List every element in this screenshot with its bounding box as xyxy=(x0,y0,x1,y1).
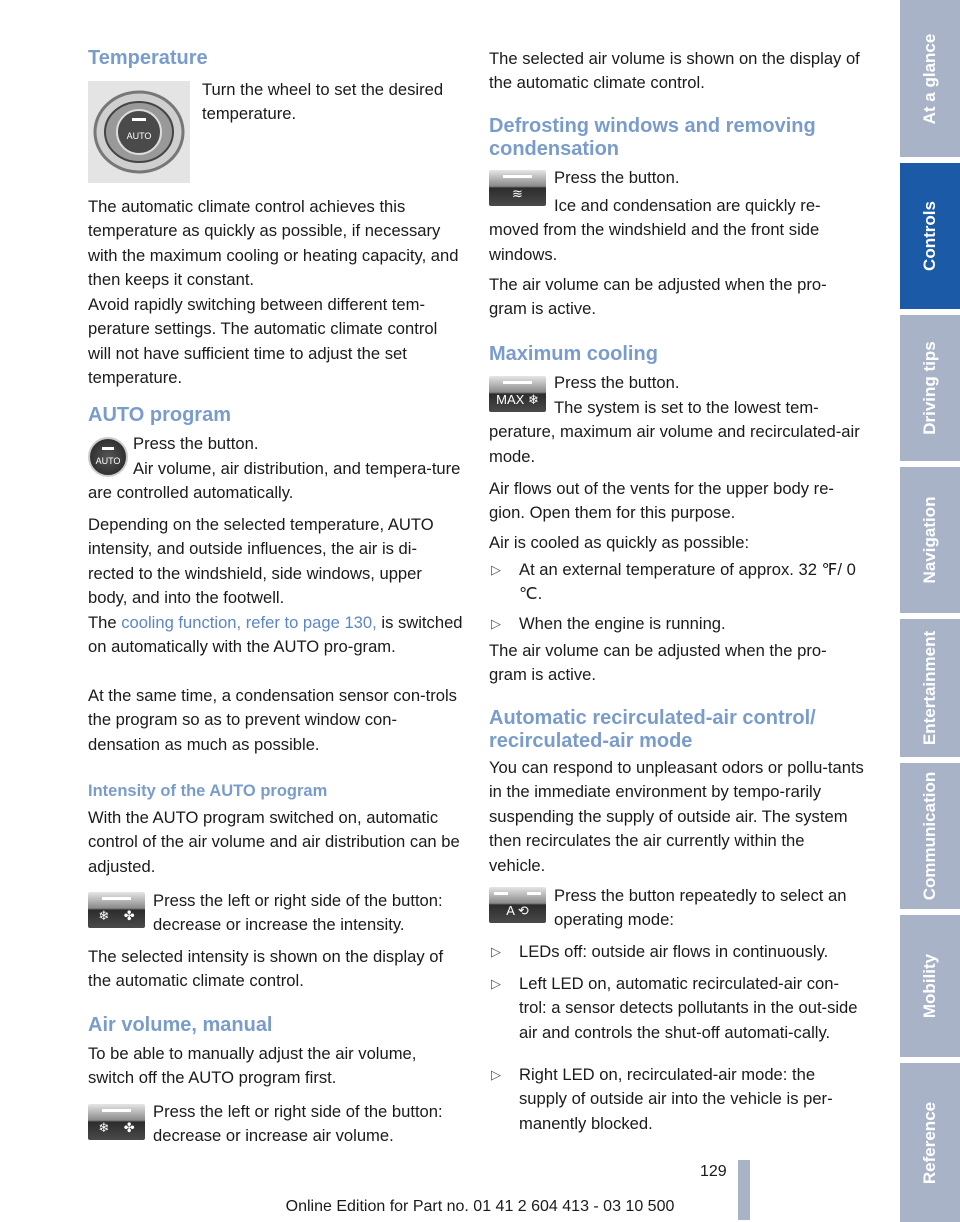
max-text-5: The air volume can be adjusted when the pro-gram is active. xyxy=(489,641,827,685)
tab-navigation[interactable] xyxy=(900,467,960,613)
tab-label: At a glance xyxy=(920,33,939,124)
temp-text-3: Avoid rapidly switching between different tem-perature settings. The automatic climate control will not have sufficient time to adjust the set temperature. xyxy=(88,295,438,388)
air-volume-text-2: Press the left or right side of the button: decrease or increase air volume. xyxy=(153,1102,443,1146)
defrost-text-3: The air volume can be adjusted when the pro-gram is active. xyxy=(489,275,827,319)
defrost-text-2: Ice and condensation are quickly re-moved from the windshield and the front side windows. xyxy=(489,196,821,264)
tab-mobility[interactable] xyxy=(900,915,960,1057)
auto-text-4-post: is switched on automatically with the AUTO pro-gram. xyxy=(88,613,463,657)
defrost-button-icon: ≋ xyxy=(489,170,546,206)
intensity-text-3: The selected intensity is shown on the display of the automatic climate control. xyxy=(88,947,444,991)
tab-label: Controls xyxy=(920,201,939,271)
auto-text-2: Air volume, air distribution, and tempera-ture are controlled automatically. xyxy=(88,459,461,503)
tab-label: Reference xyxy=(920,1101,939,1184)
cooling-function-link[interactable]: cooling function, refer to page 130, xyxy=(121,613,377,632)
heading-intensity: Intensity of the AUTO program xyxy=(88,782,328,800)
max-text-3: Air flows out of the vents for the upper body re-gion. Open them for this purpose. xyxy=(489,479,834,523)
max-text-2: The system is set to the lowest tem-perature, maximum air volume and recirculated-air mode. xyxy=(489,398,860,466)
heading-temperature: Temperature xyxy=(88,47,208,69)
tab-controls[interactable] xyxy=(900,163,960,309)
heading-recirculation: Automatic recirculated-air control/ recirculated-air mode xyxy=(489,707,816,752)
auto-text-4 xyxy=(88,611,463,660)
bullet-rec-2-text: Left LED on, automatic recirculated-air con-trol: a sensor detects pollutants in the out-side air and controls the shut-off automati-cally. xyxy=(519,974,858,1042)
bullet-rec-1-text: LEDs off: outside air flows in continuously. xyxy=(519,942,829,961)
intensity-button-icon: ❄ ✤ xyxy=(88,892,145,928)
tab-driving-tips[interactable] xyxy=(900,315,960,461)
tab-communication[interactable] xyxy=(900,763,960,909)
bullet-triangle-icon: ▷ xyxy=(491,616,501,631)
page-number: 129 xyxy=(700,1163,727,1180)
heading-max-cooling: Maximum cooling xyxy=(489,343,658,365)
bullet-max-1 xyxy=(489,558,864,608)
temperature-wheel-icon xyxy=(88,81,190,183)
max-text-1: Press the button. xyxy=(554,373,680,392)
intensity-text-2: Press the left or right side of the button: decrease or increase the intensity. xyxy=(153,891,443,935)
heading-auto-program: AUTO program xyxy=(88,404,231,426)
bullet-triangle-icon: ▷ xyxy=(491,1067,501,1082)
tab-label: Driving tips xyxy=(920,341,939,435)
recirc-text-1: You can respond to unpleasant odors or pollu-tants in the immediate environment by tempo-rarily suspending the supply of outside air. The system then recirculates the air currently within the vehicle. xyxy=(489,758,864,875)
air-volume-button-icon: ❄ ✤ xyxy=(88,1104,145,1140)
footer-text: Online Edition for Part no. 01 41 2 604 413 - 03 10 500 xyxy=(285,1198,675,1215)
heading-defrost: Defrosting windows and removing condensation xyxy=(489,115,816,160)
air-volume-text-1: To be able to manually adjust the air volume, switch off the AUTO program first. xyxy=(88,1044,417,1088)
right-text-1: The selected air volume is shown on the display of the automatic climate control. xyxy=(489,49,860,93)
defrost-text-1: Press the button. xyxy=(554,168,680,187)
max-button-label: MAX ❄ xyxy=(496,392,539,407)
svg-text:AUTO: AUTO xyxy=(126,131,152,141)
intensity-text-1: With the AUTO program switched on, automatic control of the air volume and air distribution can be adjusted. xyxy=(88,808,460,876)
max-text-4: Air is cooled as quickly as possible: xyxy=(489,533,750,552)
temp-text-2: The automatic climate control achieves this temperature as quickly as possible, if necessary with the maximum cooling or heating capacity, and then keeps it constant. xyxy=(88,197,459,290)
tab-label: Navigation xyxy=(920,496,939,584)
tab-label: Communication xyxy=(920,771,939,901)
tab-label: Entertainment xyxy=(920,630,939,746)
tab-at-a-glance[interactable] xyxy=(900,0,960,157)
auto-text-1: Press the button. xyxy=(133,434,259,453)
auto-text-3: Depending on the selected temperature, AUTO intensity, and outside influences, the air is di-rected to the windshield, side windows, upper body, and into the footwell. xyxy=(88,515,434,608)
recirc-button-icon: A ⟲ xyxy=(489,887,546,923)
bullet-triangle-icon: ▷ xyxy=(491,562,501,577)
heading-air-volume: Air volume, manual xyxy=(88,1014,273,1036)
bullet-max-1-text: At an external temperature of approx. 32 ℉/ 0 ℃. xyxy=(519,560,856,604)
chapter-tabs xyxy=(900,0,960,1222)
auto-button-label: AUTO xyxy=(95,456,121,466)
bullet-triangle-icon: ▷ xyxy=(491,944,501,959)
tab-entertainment[interactable] xyxy=(900,619,960,757)
auto-text-4-pre: The xyxy=(88,613,122,632)
bullet-max-2-text: When the engine is running. xyxy=(519,614,726,633)
auto-text-5: At the same time, a condensation sensor con-trols the program so as to prevent window con-densation as much as possible. xyxy=(88,686,457,754)
bullet-rec-3-text: Right LED on, recirculated-air mode: the supply of outside air into the vehicle is per-manently blocked. xyxy=(519,1065,833,1133)
bullet-triangle-icon: ▷ xyxy=(491,976,501,991)
temperature-dial-image xyxy=(88,81,190,183)
recirc-text-2: Press the button repeatedly to select an operating mode: xyxy=(554,886,847,930)
temp-text-1: Turn the wheel to set the desired temperature. xyxy=(202,80,444,124)
tab-label: Mobility xyxy=(920,953,939,1019)
